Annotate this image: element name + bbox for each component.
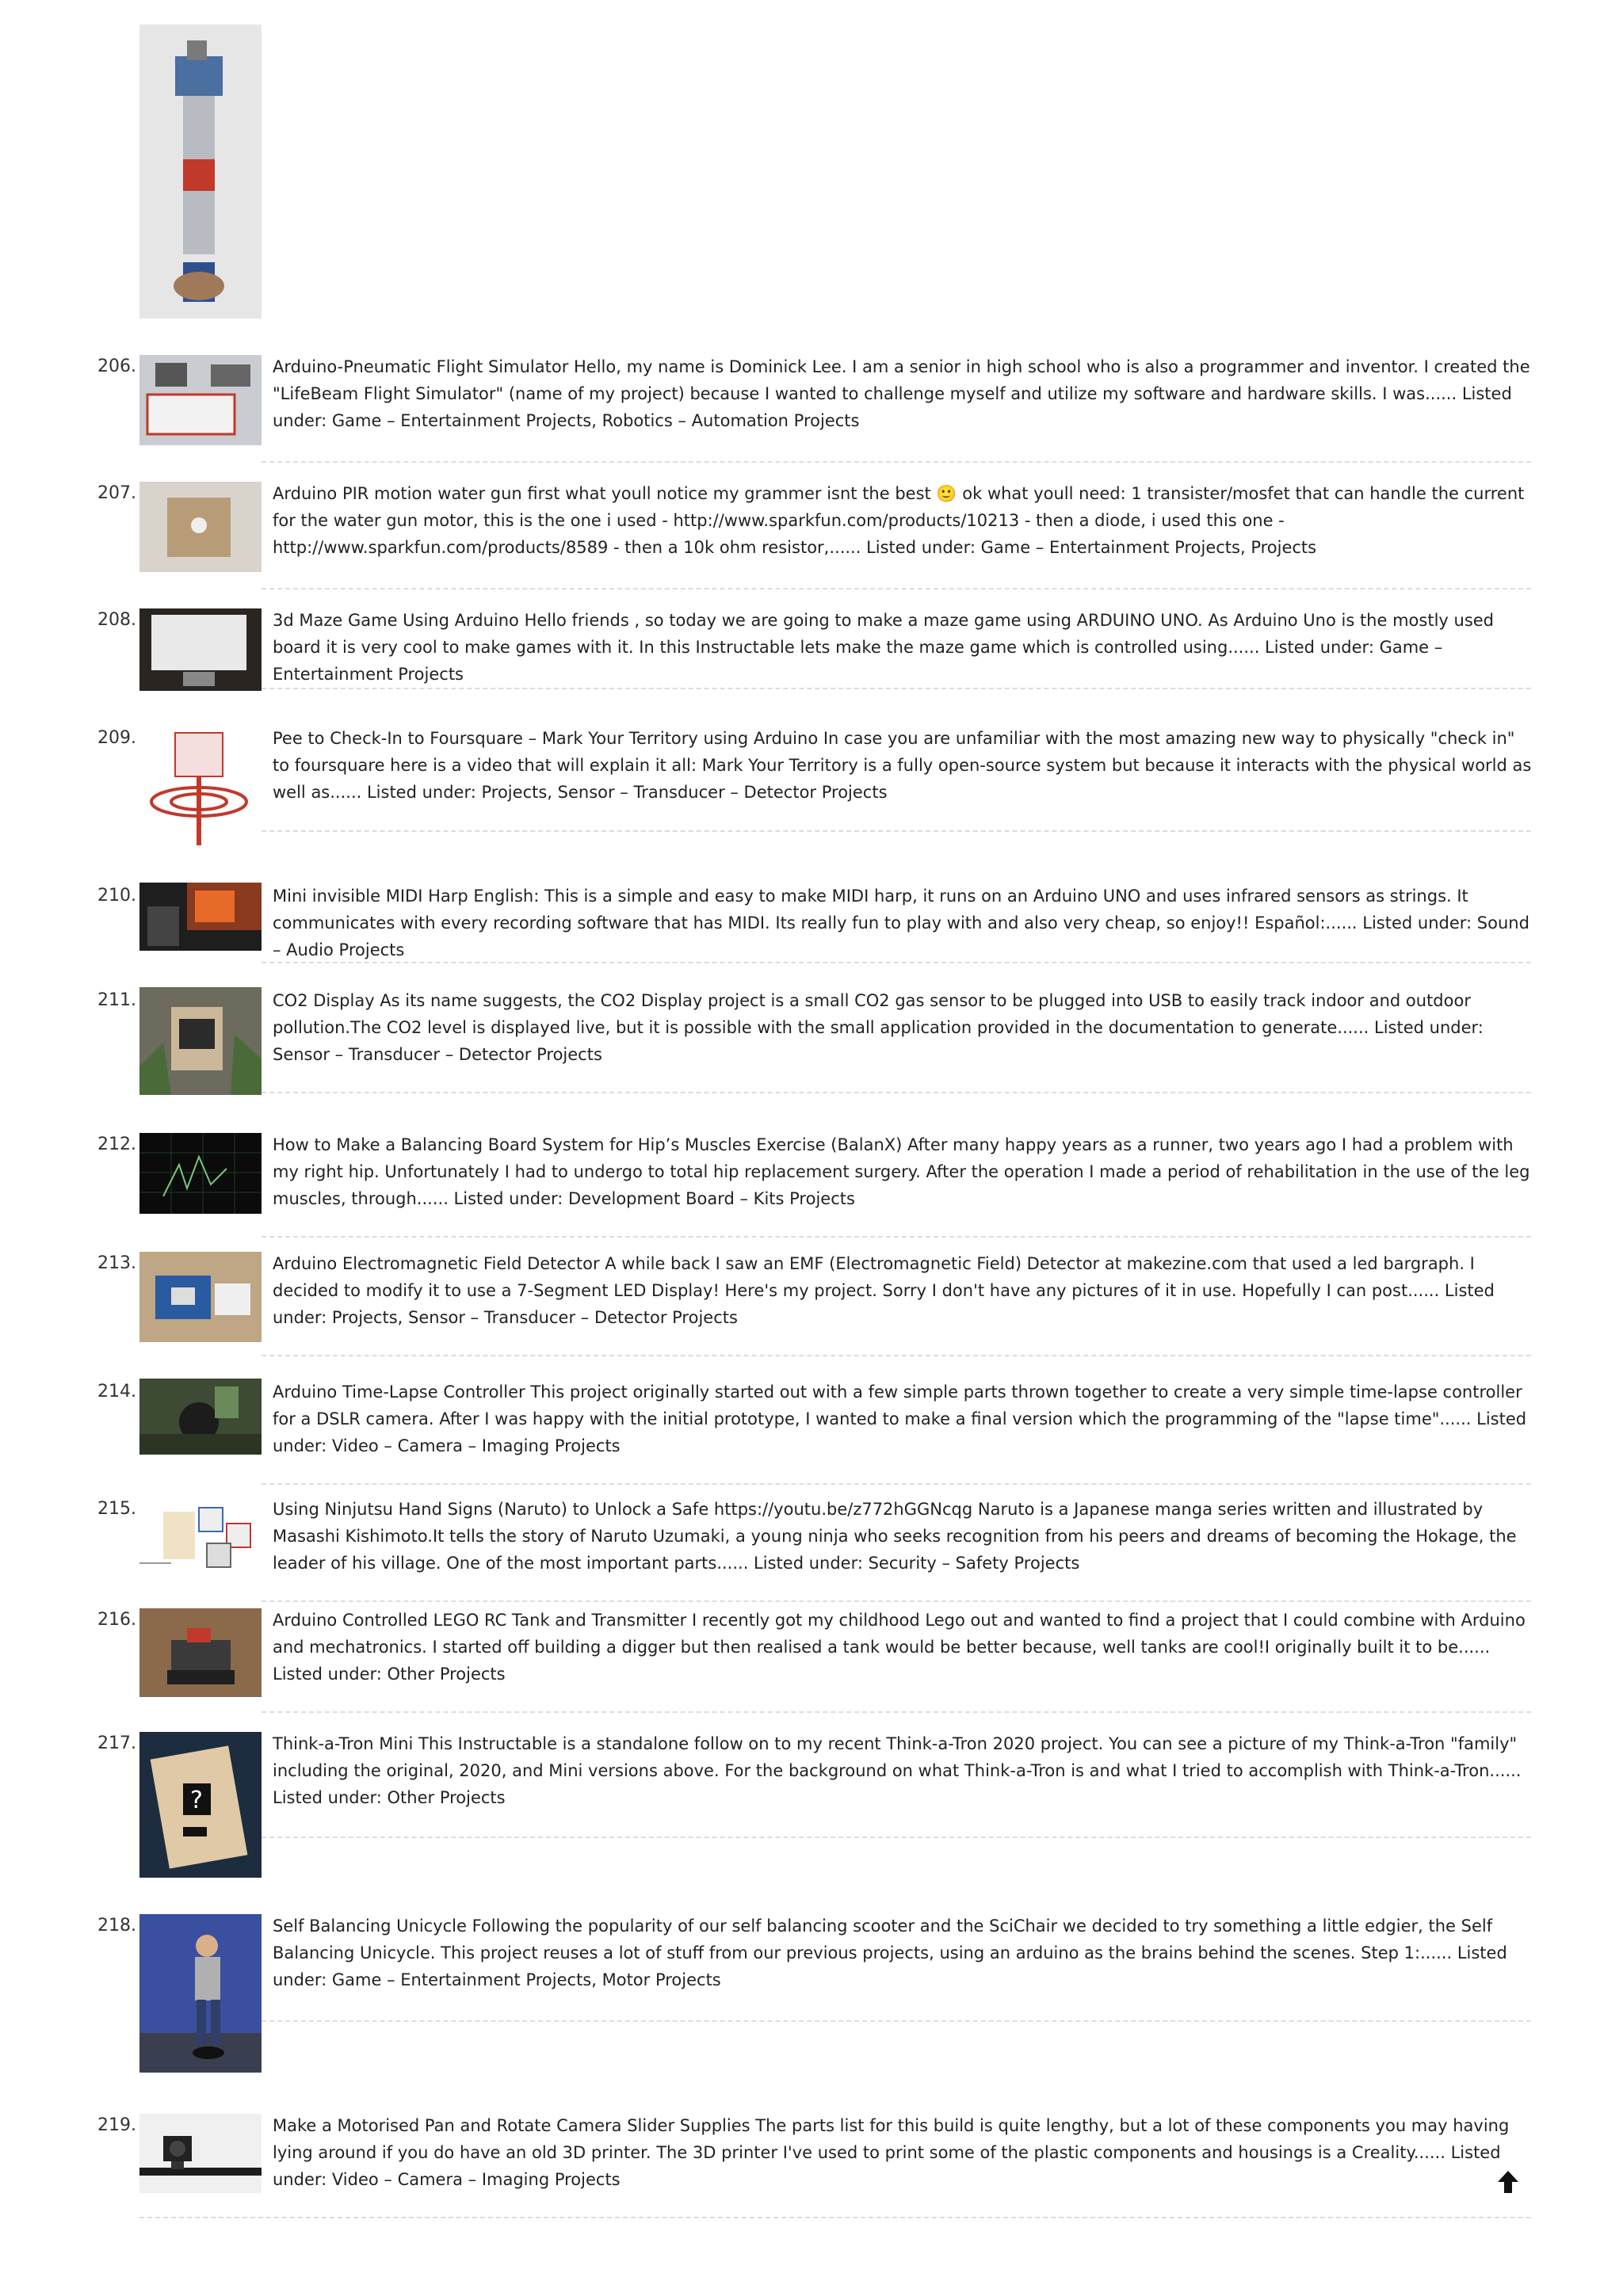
divider	[262, 1092, 1531, 1093]
project-thumbnail[interactable]	[139, 2114, 262, 2193]
item-number: 213.	[97, 1253, 136, 1273]
item-description[interactable]: Think-a-Tron Mini This Instructable is a standalone follow on to my recent Think-a-Tron 2020 project. You can see a picture of my Think-a-Tron "family" including the original, 2020, and Mini versions above. For the background on what Think-a-Tron is and what I tried to accomplish with Think-a-Tron...... Listed under: Other Projects	[273, 1734, 1522, 1807]
item-number: 210.	[97, 886, 136, 906]
divider	[262, 1236, 1531, 1238]
item-number: 208.	[97, 610, 136, 630]
project-thumbnail[interactable]	[139, 883, 262, 951]
project-thumbnail[interactable]	[139, 355, 262, 445]
item-description[interactable]: Arduino PIR motion water gun first what youll notice my grammer isnt the best 🙂 ok what youll need: 1 transister/mosfet that can handle the current for the water gun motor, this is the one i used - http://www.sparkfun.com/products/10213 - then a diode, i used this one - http://www.sparkfun.com/products/8589 - then a 10k ohm resistor,...... Listed under: Game – Entertainment Projects, Projects	[273, 484, 1525, 557]
item-description[interactable]: Arduino Electromagnetic Field Detector A while back I saw an EMF (Electromagnetic Field) Detector at makezine.com that used a led bargraph. I decided to modify it to use a 7-Segment LED Display! Here's my project. Sorry I don't have any pictures of it in use. Hopefully I can post...... Listed under: Projects, Sensor – Transducer – Detector Projects	[273, 1254, 1495, 1327]
item-description[interactable]: How to Make a Balancing Board System for Hip’s Muscles Exercise (BalanX) After many happy years as a runner, two years ago I had a problem with my right hip. Unfortunately I had to undergo to total hip replacement surgery. After the operation I made a period of rehabilitation in the use of the leg muscles, through...... Listed under: Development Board – Kits Projects	[273, 1135, 1530, 1208]
item-number: 217.	[97, 1733, 136, 1753]
item-description[interactable]: CO2 Display As its name suggests, the CO2 Display project is a small CO2 gas sensor to be plugged into USB to easily track indoor and outdoor pollution.The CO2 level is displayed live, but it is possible with the small application provided in the documentation to generate...... Listed under: Sensor – Transducer – Detector Projects	[273, 991, 1484, 1064]
project-thumbnail[interactable]	[139, 1914, 262, 2073]
item-description[interactable]: Arduino-Pneumatic Flight Simulator Hello, my name is Dominick Lee. I am a senior in high school who is also a programmer and inventor. I created the "LifeBeam Flight Simulator" (name of my project) because I wanted to challenge myself and utilize my software and hardware skills. I was...... Listed under: Game – Entertainment Projects, Robotics – Automation Projects	[273, 357, 1530, 430]
project-thumbnail[interactable]	[139, 1379, 262, 1455]
item-description[interactable]: Make a Motorised Pan and Rotate Camera Slider Supplies The parts list for this build is quite lengthy, but a lot of these components you may having lying around if you do have an old 3D printer. The 3D printer I've used to print some of the plastic components and housings is a Creality...... Listed under: Video – Camera – Imaging Projects	[273, 2116, 1510, 2189]
item-number: 214.	[97, 1382, 136, 1402]
item-number: 211.	[97, 990, 136, 1010]
project-thumbnail[interactable]	[139, 482, 262, 572]
divider	[262, 962, 1531, 963]
project-thumbnail[interactable]	[139, 1133, 262, 1214]
arrow-up-icon	[1495, 2168, 1522, 2195]
project-thumbnail[interactable]	[139, 1252, 262, 1342]
item-description[interactable]: Pee to Check-In to Foursquare – Mark Your Territory using Arduino In case you are unfamiliar with the most amazing new way to physically "check in" to foursquare here is a video that will explain it all: Mark Your Territory is a fully open-source system but because it interacts with the physical world as well as...... Listed under: Projects, Sensor – Transducer – Detector Projects	[273, 729, 1532, 802]
divider	[262, 1711, 1531, 1713]
item-description[interactable]: Using Ninjutsu Hand Signs (Naruto) to Unlock a Safe https://youtu.be/z772hGGNcqg Naruto is a Japanese manga series written and illustrated by Masashi Kishimoto.It tells the story of Naruto Uzumaki, a young ninja who seeks recognition from his peers and dreams of becoming the Hokage, the leader of his village. One of the most important parts...... Listed under: Security – Safety Projects	[273, 1500, 1517, 1573]
item-description[interactable]: Arduino Time-Lapse Controller This project originally started out with a few simple parts thrown together to create a very simple time-lapse controller for a DSLR camera. After I was happy with the initial prototype, I wanted to make a final version which the programming of the "lapse time"...... Listed under: Video – Camera – Imaging Projects	[273, 1383, 1527, 1455]
item-number: 215.	[97, 1499, 136, 1519]
item-description[interactable]: Arduino Controlled LEGO RC Tank and Transmitter I recently got my childhood Lego out and wanted to find a project that I could combine with Arduino and mechatronics. I started off building a digger but then realised a tank would be better because, well tanks are cool!I originally built it to be...... Listed under: Other Projects	[273, 1611, 1526, 1684]
item-number: 219.	[97, 2115, 136, 2135]
project-thumbnail[interactable]	[139, 25, 262, 318]
project-thumbnail[interactable]	[139, 987, 262, 1095]
scroll-to-top-button[interactable]	[1495, 2168, 1522, 2195]
svg-text:?: ?	[190, 1787, 203, 1814]
project-thumbnail[interactable]	[139, 1732, 262, 1878]
item-number: 218.	[97, 1916, 136, 1936]
item-number: 212.	[97, 1135, 136, 1154]
divider	[262, 1355, 1531, 1356]
item-number: 206.	[97, 357, 136, 376]
divider	[262, 1483, 1531, 1485]
project-thumbnail[interactable]	[139, 1496, 262, 1586]
divider	[262, 688, 1531, 689]
divider	[262, 2020, 1531, 2022]
divider	[262, 830, 1531, 832]
item-number: 209.	[97, 728, 136, 748]
item-description[interactable]: Self Balancing Unicycle Following the popularity of our self balancing scooter and the SciChair we decided to try something a little edgier, the Self Balancing Unicycle. This project reuses a lot of stuff from our previous projects, using an arduino as the brains behind the scenes. Step 1:...... Listed under: Game – Entertainment Projects, Motor Projects	[273, 1917, 1507, 1989]
divider	[262, 588, 1531, 589]
item-description[interactable]: 3d Maze Game Using Arduino Hello friends , so today we are going to make a maze game using ARDUINO UNO. As Arduino Uno is the mostly used board it is very cool to make games with it. In this Instructable lets make the maze game which is controlled using...... Listed under: Game – Entertainment Projects	[273, 611, 1495, 684]
project-thumbnail[interactable]	[139, 608, 262, 691]
item-number: 216.	[97, 1610, 136, 1630]
divider	[139, 2217, 1531, 2218]
divider	[262, 1836, 1531, 1838]
item-number: 207.	[97, 483, 136, 503]
item-description[interactable]: Mini invisible MIDI Harp English: This is a simple and easy to make MIDI harp, it runs on an Arduino UNO and uses infrared sensors as strings. It communicates with every recording software that has MIDI. Its really fun to play with and also very cheap, so enjoy!! Español:...... Listed under: Sound – Audio Projects	[273, 887, 1529, 959]
project-thumbnail[interactable]	[139, 1608, 262, 1697]
divider	[262, 1600, 1531, 1602]
divider	[262, 461, 1531, 463]
project-thumbnail[interactable]	[139, 727, 262, 849]
